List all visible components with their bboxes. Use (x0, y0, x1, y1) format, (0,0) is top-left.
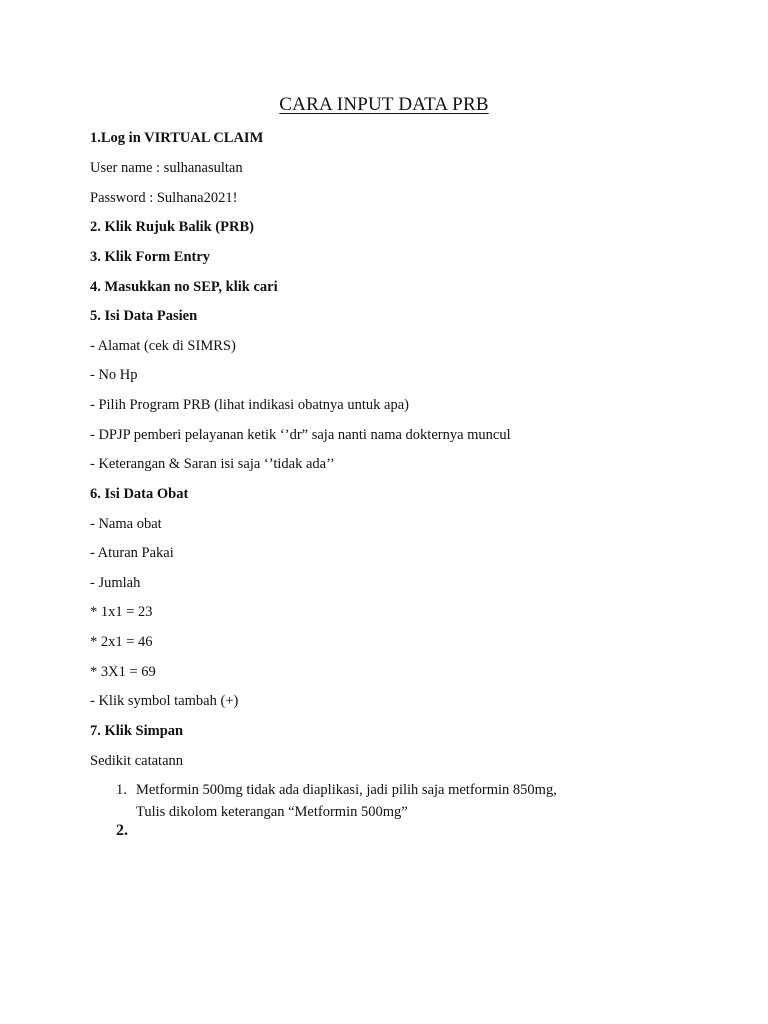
dose-2x1: * 2x1 = 46 (90, 634, 153, 650)
dose-1x1: * 1x1 = 23 (90, 604, 153, 620)
patient-item-phone: - No Hp (90, 367, 138, 383)
step-7-heading: 7. Klik Simpan (90, 723, 184, 739)
drug-item-amount: - Jumlah (90, 575, 141, 591)
username-line: User name : sulhanasultan (90, 160, 243, 176)
step-6-heading: 6. Isi Data Obat (90, 486, 189, 502)
step-2-heading: 2. Klik Rujuk Balik (PRB) (90, 219, 254, 235)
note-2-number: 2. (116, 822, 128, 839)
patient-item-notes: - Keterangan & Saran isi saja ‘’tidak ada’’ (90, 456, 335, 472)
dose-3x1: * 3X1 = 69 (90, 664, 156, 680)
step-4-heading: 4. Masukkan no SEP, klik cari (90, 279, 278, 295)
note-1-number: 1. (116, 782, 127, 798)
drug-item-add: - Klik symbol tambah (+) (90, 693, 239, 709)
password-line: Password : Sulhana2021! (90, 190, 238, 206)
drug-item-name: - Nama obat (90, 516, 162, 532)
notes-heading: Sedikit catatann (90, 753, 184, 769)
drug-item-usage: - Aturan Pakai (90, 545, 174, 561)
step-3-heading: 3. Klik Form Entry (90, 249, 211, 265)
patient-item-program: - Pilih Program PRB (lihat indikasi obatnya untuk apa) (90, 397, 409, 413)
step-5-heading: 5. Isi Data Pasien (90, 308, 198, 324)
step-1-heading: 1.Log in VIRTUAL CLAIM (90, 130, 264, 146)
patient-item-dpjp: - DPJP pemberi pelayanan ketik ‘’dr” saja nanti nama dokternya muncul (90, 427, 511, 443)
patient-item-address: - Alamat (cek di SIMRS) (90, 338, 236, 354)
document-title: CARA INPUT DATA PRB (279, 94, 489, 115)
note-1-line-1: Metformin 500mg tidak ada diaplikasi, jadi pilih saja metformin 850mg, (136, 782, 557, 798)
note-1-line-2: Tulis dikolom keterangan “Metformin 500mg” (136, 804, 408, 820)
